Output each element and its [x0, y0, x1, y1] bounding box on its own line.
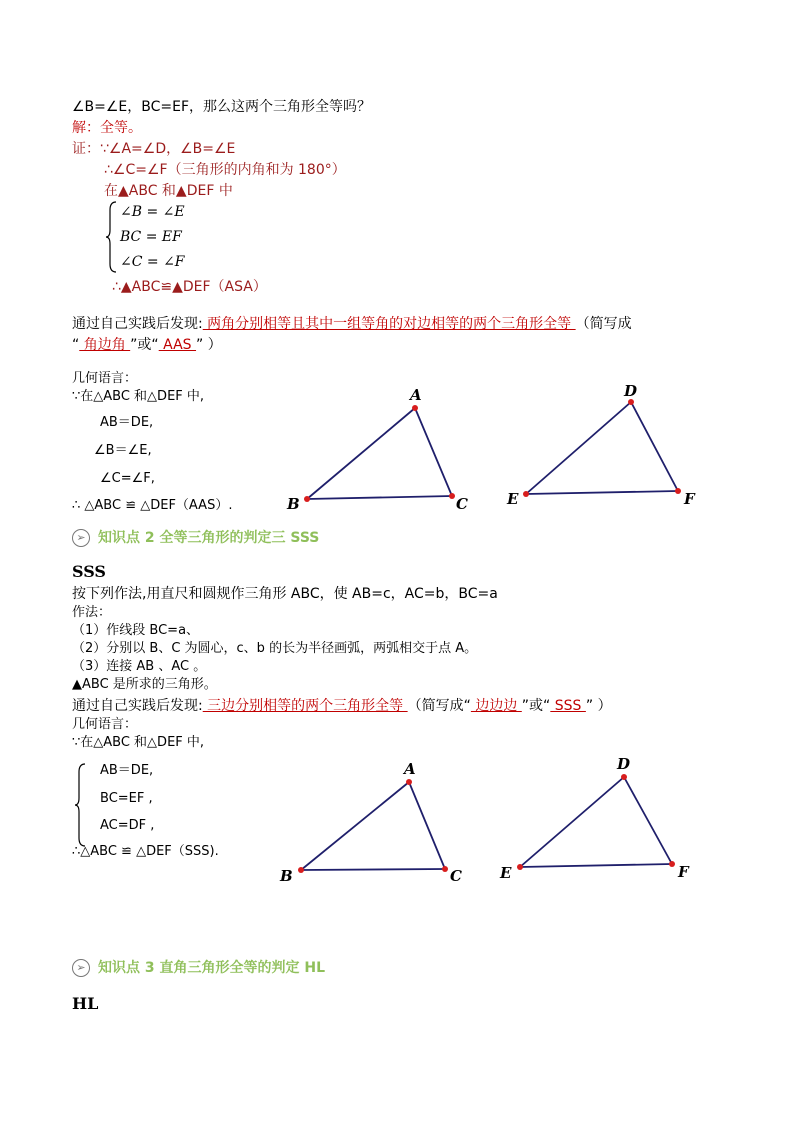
- triangle-def-1: [506, 382, 696, 508]
- proof-line-3: 在▲ABC 和▲DEF 中: [104, 183, 233, 199]
- point-f: [675, 488, 681, 494]
- segment-df: [624, 777, 672, 864]
- segment-de: [526, 402, 631, 494]
- triangle-def-2: [499, 755, 690, 882]
- sss-heading: SSS: [72, 562, 106, 581]
- segment-df: [631, 402, 678, 491]
- sss-prefix: 通过自己实践后发现:: [72, 698, 203, 714]
- aas-name-blank: 角边角: [79, 337, 131, 353]
- triangles-figure-1: [280, 380, 720, 515]
- hl-heading: HL: [72, 994, 99, 1013]
- segment-bc: [301, 869, 445, 870]
- point-c: [449, 493, 455, 499]
- label-b: B: [287, 495, 300, 513]
- label-e: E: [500, 864, 512, 882]
- left-brace-icon: [104, 200, 120, 274]
- arrow-circle-icon: ➢: [72, 959, 90, 977]
- knowledge-point-3: [72, 957, 325, 977]
- segment-bc: [307, 496, 452, 499]
- label-f: F: [678, 863, 689, 881]
- geo2-line-1: ∵在△ABC 和△DEF 中,: [72, 735, 205, 750]
- question-text: ∠B=∠E，BC=EF，那么这两个三角形全等吗？: [72, 99, 372, 115]
- segment-ef: [526, 491, 678, 494]
- sss-name-blank: 边边边: [470, 698, 522, 714]
- sss-step-1: （1）作线段 BC=a、: [72, 623, 200, 638]
- aas-rule-blank: 两角分别相等且其中一组等角的对边相等的两个三角形全等: [202, 316, 576, 332]
- sss-or: ”或“: [521, 698, 551, 714]
- aas-abbrev-line: [72, 335, 222, 355]
- geo2-label: 几何语言：: [72, 717, 138, 732]
- geo1-line-5: ∴ △ABC ≌ △DEF（AAS）.: [72, 498, 233, 513]
- triangle-abc-2: [279, 760, 462, 885]
- segment-ac: [415, 408, 452, 496]
- geo2-line-5: ∴△ABC ≌ △DEF（SSS).: [72, 844, 219, 859]
- segment-ab: [307, 408, 415, 499]
- knowledge-point-2: [72, 527, 319, 547]
- label-c: C: [456, 495, 468, 513]
- label-c: C: [450, 867, 462, 885]
- triangle-abc-1: [286, 386, 468, 513]
- equation-system: [104, 200, 224, 274]
- segment-de: [520, 777, 624, 867]
- aas-discovery-line: [72, 314, 632, 334]
- point-e: [517, 864, 523, 870]
- aas-or: ”或“: [130, 337, 159, 353]
- point-c: [442, 866, 448, 872]
- aas-close: ” ）: [196, 337, 222, 353]
- sss-step-2: （2）分别以 B、C 为圆心，c、b 的长为半径画弧，两弧相交于点 A。: [72, 641, 478, 656]
- geo2-line-2: AB＝DE,: [100, 763, 154, 778]
- geo1-line-2: AB＝DE,: [100, 415, 154, 430]
- geo1-line-1: ∵在△ABC 和△DEF 中,: [72, 389, 205, 404]
- system-eq-1: ∠B = ∠E: [120, 204, 185, 220]
- sss-step-3: （3）连接 AB 、AC 。: [72, 659, 207, 674]
- point-d: [621, 774, 627, 780]
- aas-suffix: （简写成: [575, 316, 632, 332]
- geo1-line-4: ∠C=∠F,: [100, 471, 155, 486]
- arrow-circle-icon: ➢: [72, 529, 90, 547]
- segment-ac: [409, 782, 445, 869]
- sss-intro: 按下列作法,用直尺和圆规作三角形 ABC，使 AB=c，AC=b，BC=a: [72, 586, 498, 602]
- label-d: D: [624, 382, 638, 400]
- aas-abbr-blank: AAS: [158, 337, 197, 353]
- geo1-line-3: ∠B＝∠E,: [94, 443, 152, 458]
- system-eq-3: ∠C = ∠F: [120, 254, 185, 270]
- sss-discovery-line: [72, 696, 612, 716]
- point-e: [523, 491, 529, 497]
- label-e: E: [507, 490, 519, 508]
- label-a: A: [410, 386, 422, 404]
- geo1-label: 几何语言：: [72, 371, 138, 386]
- left-brace-icon: [74, 762, 88, 848]
- sss-abbr-blank: SSS: [550, 698, 586, 714]
- aas-prefix: 通过自己实践后发现:: [72, 316, 203, 332]
- label-d: D: [617, 755, 631, 773]
- aas-quote-open: “: [72, 337, 80, 353]
- segment-ab: [301, 782, 409, 870]
- point-a: [412, 405, 418, 411]
- sss-close: ” ）: [585, 698, 612, 714]
- kp3-title: 知识点 3 直角三角形全等的判定 HL: [98, 960, 326, 976]
- point-b: [298, 867, 304, 873]
- label-a: A: [404, 760, 416, 778]
- sss-suffix: （简写成“: [407, 698, 471, 714]
- sss-done: ▲ABC 是所求的三角形。: [72, 677, 217, 692]
- proof-line-2: ∴∠C=∠F（三角形的内角和为 180°）: [104, 162, 346, 178]
- segment-ef: [520, 864, 672, 867]
- triangles-figure-2: [270, 752, 720, 892]
- point-b: [304, 496, 310, 502]
- label-f: F: [684, 490, 695, 508]
- geo2-line-3: BC=EF ,: [100, 791, 153, 806]
- system-eq-2: BC = EF: [120, 229, 182, 245]
- answer-text: 解：全等。: [72, 120, 142, 136]
- sss-rule-blank: 三边分别相等的两个三角形全等: [202, 698, 408, 714]
- point-a: [406, 779, 412, 785]
- asa-conclusion: ∴▲ABC≌▲DEF（ASA）: [112, 279, 267, 295]
- point-f: [669, 861, 675, 867]
- proof-line-1: 证：∵∠A=∠D，∠B=∠E: [72, 141, 236, 157]
- sss-method-label: 作法：: [72, 605, 112, 620]
- kp2-title: 知识点 2 全等三角形的判定三 SSS: [98, 530, 320, 546]
- label-b: B: [280, 867, 293, 885]
- geo2-line-4: AC=DF ,: [100, 818, 155, 833]
